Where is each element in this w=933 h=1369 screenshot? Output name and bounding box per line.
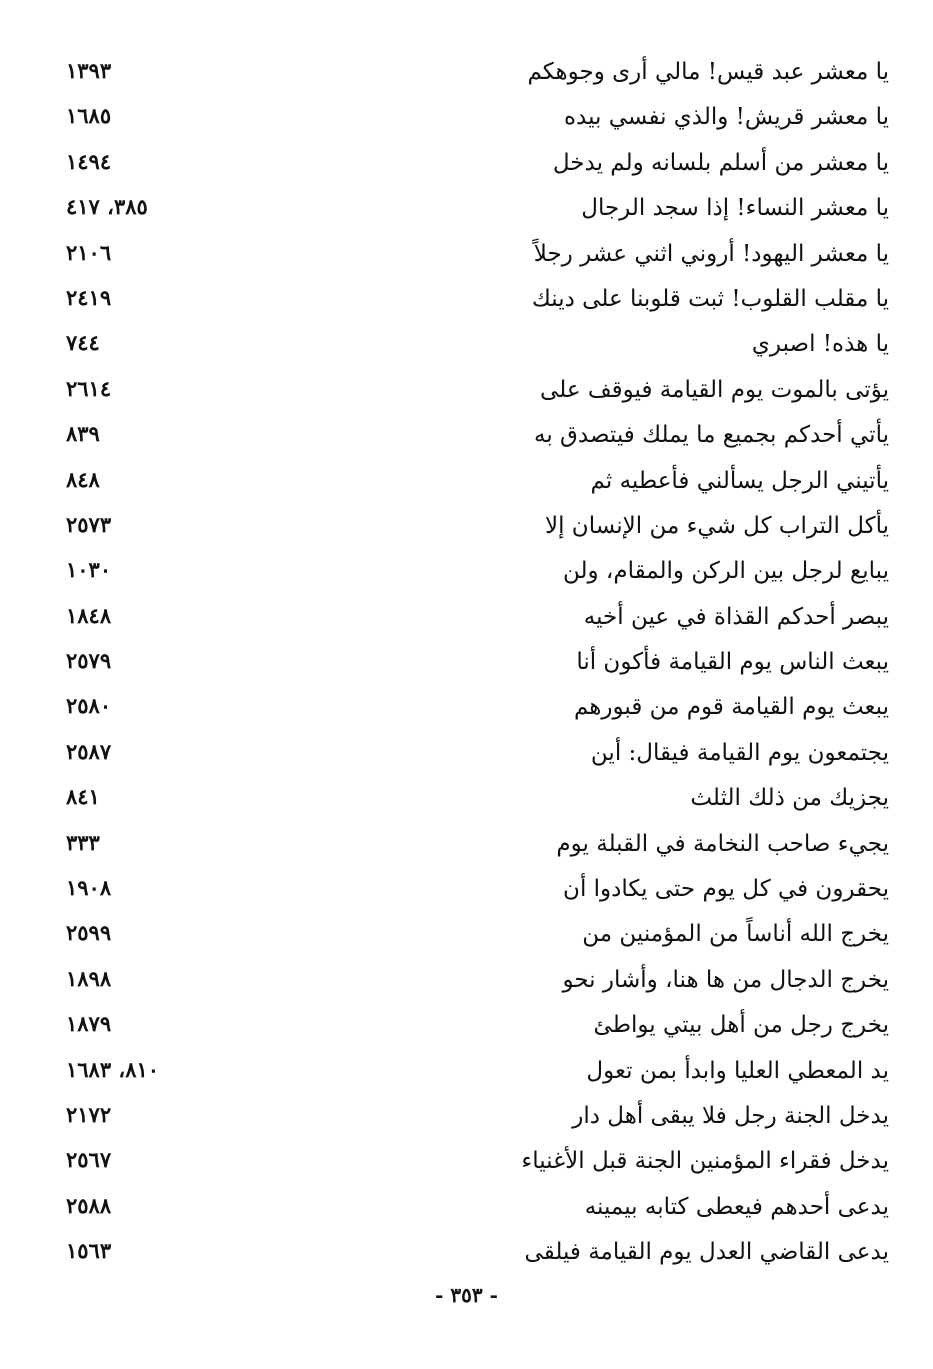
list-item (0, 328, 933, 373)
entry-text: يخرج الدجال من ها هنا، وأشار نحو (562, 966, 889, 993)
entry-text: يا معشر النساء! إذا سجد الرجال (581, 195, 889, 222)
entry-number: ٣٨٥، ٤١٧ (66, 194, 148, 220)
entry-number: ٢٥٧٣ (66, 511, 112, 537)
entry-text: يا معشر من أسلم بلسانه ولم يدخل (552, 149, 889, 176)
entry-number: ٢٥٦٧ (66, 1147, 112, 1173)
entry-number: ٢٦١٤ (66, 375, 112, 401)
entry-number: ٢٤١٩ (66, 284, 112, 310)
list-item (0, 964, 933, 1009)
entry-text: يأكل التراب كل شيء من الإنسان إلا (544, 512, 889, 539)
entry-text: يدعى القاضي العدل يوم القيامة فيلقى (524, 1239, 889, 1266)
list-item (0, 56, 933, 101)
entry-number: ١٩٠٨ (66, 875, 112, 901)
entry-number: ٨٤٨ (66, 466, 100, 492)
entry-text: يدخل الجنة رجل فلا يبقى أهل دار (572, 1102, 889, 1129)
list-item (0, 737, 933, 782)
list-item (0, 601, 933, 646)
list-item (0, 918, 933, 963)
entry-number: ٢١٧٢ (66, 1101, 112, 1127)
entry-text: يبعث يوم القيامة قوم من قبورهم (573, 694, 889, 721)
entry-number: ٢٥٨٠ (66, 693, 112, 719)
list-item (0, 828, 933, 873)
list-item (0, 1055, 933, 1100)
entry-text: يأتي أحدكم بجميع ما يملك فيتصدق به (533, 422, 889, 449)
list-item (0, 419, 933, 464)
entry-text: يا معشر قريش! والذي نفسي بيده (563, 104, 889, 131)
entry-number: ١٦٨٥ (66, 103, 112, 129)
list-item (0, 1145, 933, 1190)
list-item (0, 1191, 933, 1236)
entry-text: يبايع لرجل بين الركن والمقام، ولن (562, 558, 889, 585)
list-item (0, 1009, 933, 1054)
entry-text: يا هذه! اصبري (751, 331, 889, 358)
entry-text: يؤتى بالموت يوم القيامة فيوقف على (540, 376, 889, 403)
entry-number: ٢٥٩٩ (66, 920, 112, 946)
entry-text: يا معشر عبد قيس! مالي أرى وجوهكم (527, 59, 889, 85)
list-item (0, 691, 933, 736)
entry-text: يدعى أحدهم فيعطى كتابه بيمينه (584, 1193, 889, 1220)
entry-number: ١٤٩٤ (66, 148, 112, 174)
entry-number: ١٨٧٩ (66, 1011, 112, 1037)
entry-text: يا معشر اليهود! أروني اثني عشر رجلاً (533, 240, 889, 267)
list-item (0, 1100, 933, 1145)
list-item (0, 873, 933, 918)
entry-text: يا مقلب القلوب! ثبت قلوبنا على دينك (531, 285, 889, 312)
entry-text: يجزيك من ذلك الثلث (690, 785, 889, 812)
entry-text: يدخل فقراء المؤمنين الجنة قبل الأغنياء (521, 1148, 889, 1175)
list-item (0, 147, 933, 192)
list-item (0, 510, 933, 555)
list-item (0, 555, 933, 600)
list-item (0, 782, 933, 827)
entry-number: ١٣٩٣ (66, 58, 112, 83)
entry-text: يخرج الله أناساً من المؤمنين من (582, 921, 889, 948)
entry-number: ٨٤١ (66, 784, 100, 810)
list-item (0, 101, 933, 146)
entry-text: يجيء صاحب النخامة في القبلة يوم (556, 830, 889, 857)
list-item (0, 646, 933, 691)
list-item (0, 1236, 933, 1281)
entry-number: ٢٥٧٩ (66, 648, 112, 674)
list-item (0, 374, 933, 419)
entry-number: ٣٣٣ (66, 829, 100, 855)
entry-text: يحقرون في كل يوم حتى يكادوا أن (563, 876, 889, 903)
entry-text: يد المعطي العليا وابدأ بمن تعول (586, 1057, 889, 1084)
entry-text: يخرج رجل من أهل بيتي يواطئ (593, 1012, 889, 1039)
entry-number: ١٠٣٠ (66, 557, 112, 583)
entry-number: ١٨٩٨ (66, 965, 112, 991)
entry-number: ٢٥٨٨ (66, 1192, 112, 1218)
list-item (0, 192, 933, 237)
entry-text: يبعث الناس يوم القيامة فأكون أنا (576, 649, 889, 676)
index-list (0, 56, 933, 1282)
entry-number: ٢١٠٦ (66, 239, 112, 265)
entry-number: ١٥٦٣ (66, 1238, 112, 1264)
entry-number: ٨١٠، ١٦٨٣ (66, 1056, 160, 1082)
list-item (0, 283, 933, 328)
entry-number: ٢٥٨٧ (66, 738, 112, 764)
entry-number: ٧٤٤ (66, 330, 100, 356)
entry-text: يأتيني الرجل يسألني فأعطيه ثم (590, 467, 889, 494)
list-item (0, 238, 933, 283)
page-number: - ٣٥٣ - (435, 1283, 498, 1307)
entry-text: يبصر أحدكم القذاة في عين أخيه (583, 603, 889, 630)
list-item (0, 465, 933, 510)
entry-text: يجتمعون يوم القيامة فيقال: أين (590, 739, 889, 766)
entry-number: ٨٣٩ (66, 421, 100, 447)
entry-number: ١٨٤٨ (66, 602, 112, 628)
